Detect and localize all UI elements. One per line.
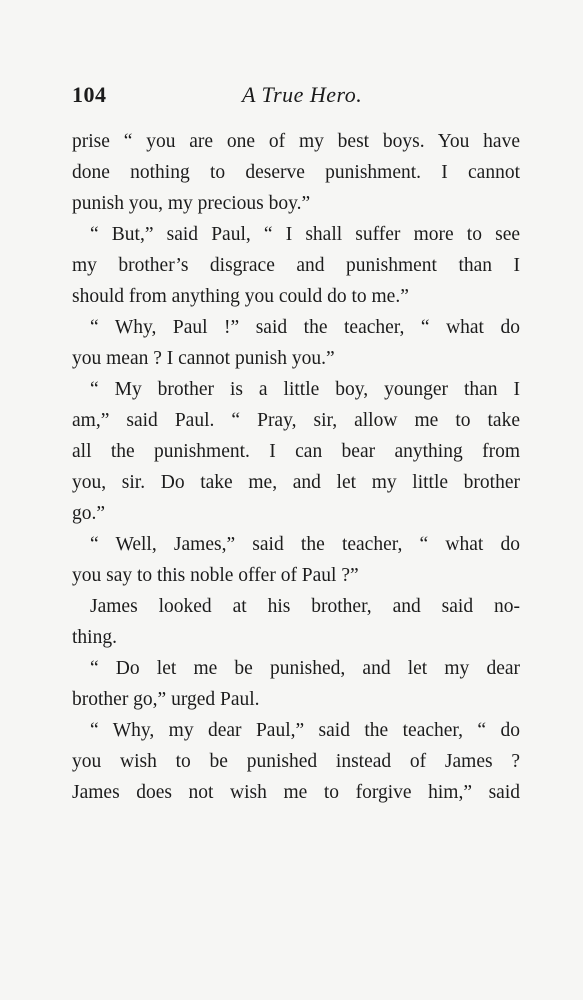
text-line: you wish to be punished instead of James ? (72, 751, 520, 772)
text-line: done nothing to deserve punishment. I cannot (72, 162, 520, 183)
text-line: my brother’s disgrace and punishment than I (72, 255, 520, 276)
text-line: go.” (72, 503, 106, 524)
text-line: you, sir. Do take me, and let my little brother (72, 472, 520, 493)
running-title: A True Hero. (242, 82, 363, 107)
text-line: James does not wish me to forgive him,” said (72, 782, 520, 803)
text-line: James looked at his brother, and said no- (90, 596, 520, 617)
text-line: thing. (72, 627, 117, 648)
text-line: “ Why, my dear Paul,” said the teacher, “ do (90, 720, 520, 741)
page-number: 104 (72, 82, 107, 107)
text-line: “ My brother is a little boy, younger than I (90, 379, 520, 400)
text-line: should from anything you could do to me.” (72, 286, 409, 307)
text-line: “ But,” said Paul, “ I shall suffer more to see (90, 224, 520, 245)
text-line: you mean ? I cannot punish you.” (72, 348, 335, 369)
text-line: punish you, my precious boy.” (72, 193, 311, 214)
text-line: you say to this noble offer of Paul ?” (72, 565, 359, 586)
text-line: brother go,” urged Paul. (72, 689, 260, 710)
text-line: “ Why, Paul !” said the teacher, “ what do (90, 317, 520, 338)
body-text (72, 126, 520, 808)
page-header (72, 82, 522, 114)
text-line: all the punishment. I can bear anything from (72, 441, 520, 462)
text-line: “ Do let me be punished, and let my dear (90, 658, 520, 679)
text-line: am,” said Paul. “ Pray, sir, allow me to take (72, 410, 520, 431)
text-line: prise “ you are one of my best boys. You have (72, 131, 520, 152)
text-line: “ Well, James,” said the teacher, “ what do (90, 534, 520, 555)
